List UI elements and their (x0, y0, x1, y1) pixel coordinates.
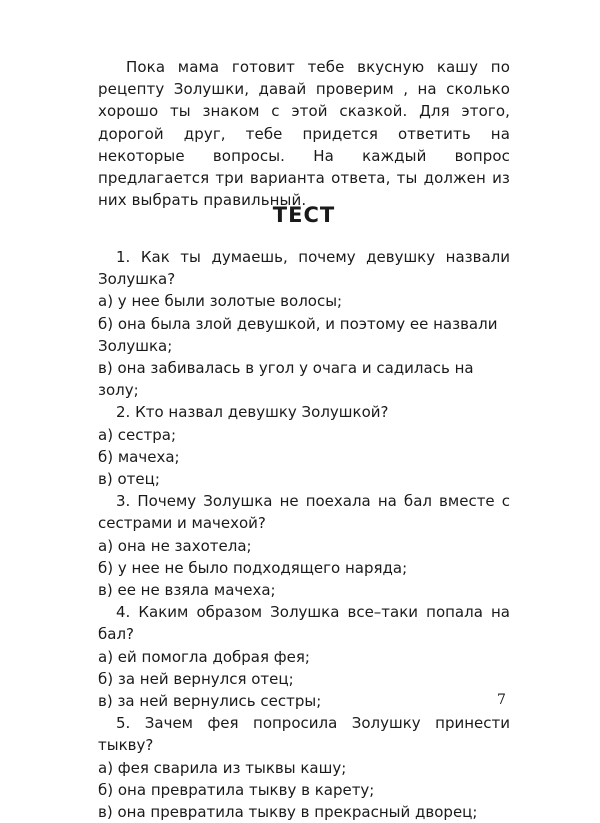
question-1-answer-a: а) у нее были золотые волосы; (98, 292, 343, 311)
question-3-answer-a: а) она не захотела; (98, 536, 252, 555)
question-5-answer-c: в) она превратила тыкву в прекрасный дворец; (98, 803, 478, 822)
question-2-answer-b: б) мачеха; (98, 447, 180, 466)
question-4: 4. Каким образом Золушка все–таки попала на бал? (98, 603, 510, 644)
question-5-answer-a: а) фея сварила из тыквы кашу; (98, 758, 347, 777)
intro-paragraph: Пока мама готовит тебе вкусную кашу по рецепту Золушки, давай проверим , на сколько хорошо ты знаком с этой сказкой. Для этого, дорогой друг, тебе придется ответить на некоторые вопросы. На каждый вопрос предлагается три варианта ответа, ты должен из них выбрать правильный. (98, 58, 510, 210)
question-5-answer-b: б) она превратила тыкву в карету; (98, 780, 375, 799)
question-2-answer-a: а) сестра; (98, 425, 177, 444)
test-question-list (98, 246, 510, 823)
question-2: 2. Кто назвал девушку Золушкой? (116, 403, 389, 422)
question-1: 1. Как ты думаешь, почему девушку назвали Золушка? (98, 248, 510, 289)
question-1-answer-c: в) она забивалась в угол у очага и садилась на золу; (98, 359, 474, 400)
question-2-answer-c: в) отец; (98, 470, 160, 489)
question-1-answer-b: б) она была злой девушкой, и поэтому ее назвали Золушка; (98, 314, 498, 355)
question-3-answer-b: б) у нее не было подходящего наряда; (98, 558, 408, 577)
question-4-answer-a: а) ей помогла добрая фея; (98, 647, 310, 666)
question-3: 3. Почему Золушка не поехала на бал вместе с сестрами и мачехой? (98, 492, 510, 533)
question-4-answer-b: б) за ней вернулся отец; (98, 669, 294, 688)
question-4-answer-c: в) за ней вернулись сестры; (98, 692, 322, 711)
question-3-answer-c: в) ее не взяла мачеха; (98, 581, 276, 600)
test-title: ТЕСТ (272, 203, 336, 227)
question-5: 5. Зачем фея попросила Золушку принести тыкву? (98, 714, 510, 755)
page-number: 7 (497, 692, 506, 708)
